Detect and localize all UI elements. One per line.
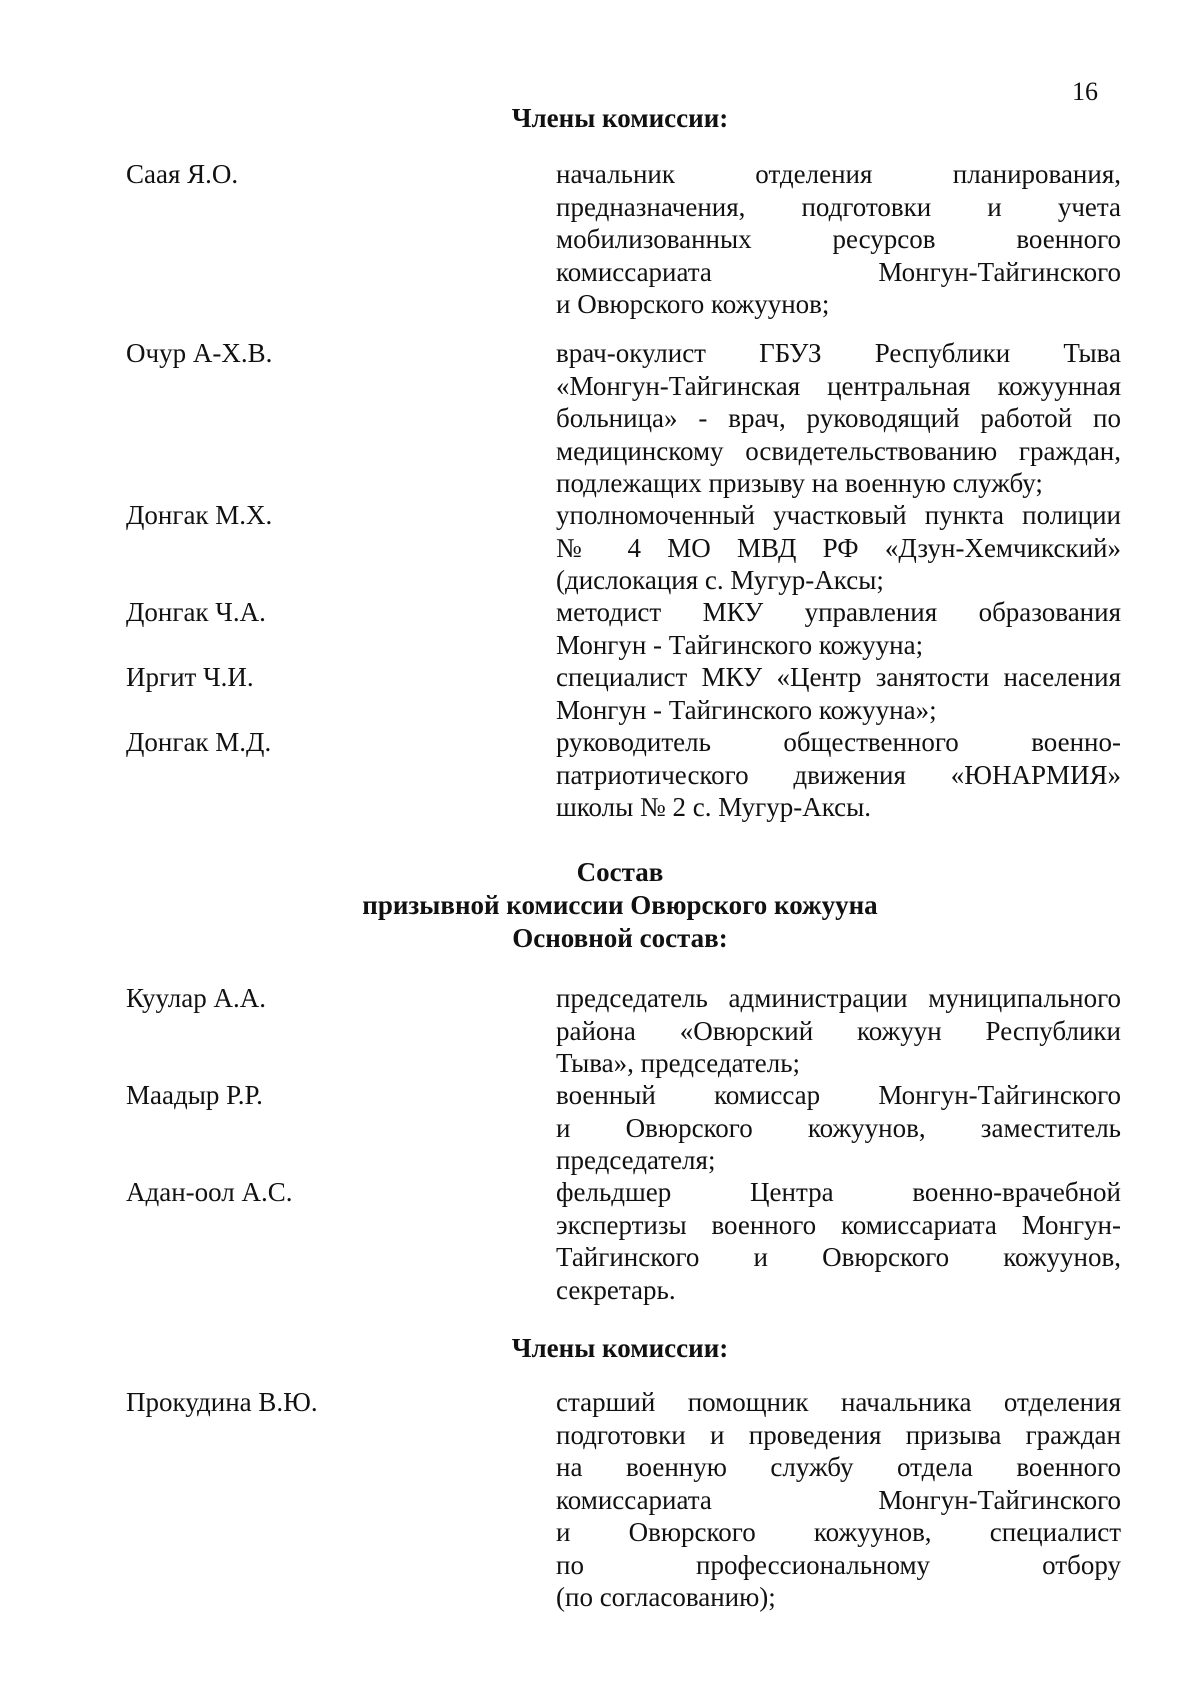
description-line: на военную службу отдела военного: [556, 1452, 1121, 1482]
description-line: комиссариата Монгун-Тайгинского: [556, 256, 1121, 287]
member-description: [556, 596, 1121, 661]
description-line: начальник отделения планирования,: [556, 159, 1121, 189]
description-line: (по согласованию);: [556, 1582, 776, 1612]
composition-title: Состав: [576, 857, 664, 887]
member-description: [556, 1176, 1121, 1306]
member-description: [556, 1079, 1121, 1177]
description-line: и Овюрского кожуунов;: [556, 289, 830, 319]
description-line: патриотического движения «ЮНАРМИЯ»: [556, 759, 1121, 790]
description-line: (дислокация с. Мугур-Аксы;: [556, 565, 884, 595]
description-line: председатель администрации муниципального: [556, 983, 1121, 1013]
description-line: больница» - врач, руководящий работой по: [556, 403, 1121, 433]
description-line: предназначения, подготовки и учета: [556, 191, 1121, 222]
description-line: школы № 2 с. Мугур-Аксы.: [556, 792, 872, 822]
description-line: фельдшер Центра военно-врачебной: [556, 1177, 1121, 1207]
member-name: Очур А-Х.В.: [126, 338, 273, 368]
description-line: Тайгинского и Овюрского кожуунов,: [556, 1242, 1121, 1272]
member-name: Маадыр Р.Р.: [126, 1080, 263, 1110]
description-line: по профессиональному отбору: [556, 1549, 1121, 1580]
main-composition-heading: Основной состав:: [512, 923, 728, 953]
page-number: 16: [1072, 77, 1098, 106]
member-description: [556, 158, 1121, 321]
member-description: [556, 661, 1121, 726]
member-name: Куулар А.А.: [126, 983, 266, 1013]
members-heading-2: Члены комиссии:: [511, 1333, 729, 1363]
description-line: подлежащих призыву на военную службу;: [556, 468, 1043, 498]
description-line: «Монгун-Тайгинская центральная кожуунная: [556, 370, 1121, 401]
member-description: [556, 1386, 1121, 1614]
composition-subtitle: призывной комиссии Овюрского кожууна: [362, 890, 878, 920]
description-line: Монгун - Тайгинского кожууна»;: [556, 694, 937, 725]
description-line: Монгун - Тайгинского кожууна;: [556, 629, 924, 660]
description-line: военный комиссар Монгун-Тайгинского: [556, 1080, 1121, 1110]
description-line: председателя;: [556, 1145, 716, 1175]
member-description: [556, 982, 1121, 1080]
description-line: руководитель общественного военно-: [556, 727, 1121, 757]
description-line: старший помощник начальника отделения: [556, 1387, 1121, 1417]
member-name: Донгак Ч.А.: [126, 597, 266, 627]
description-line: и Овюрского кожуунов, заместитель: [556, 1112, 1121, 1143]
description-line: и Овюрского кожуунов, специалист: [556, 1517, 1121, 1547]
description-line: комиссариата Монгун-Тайгинского: [556, 1484, 1121, 1515]
description-line: экспертизы военного комиссариата Монгун-: [556, 1209, 1121, 1240]
description-line: секретарь.: [556, 1274, 676, 1305]
description-line: района «Овюрский кожуун Республики: [556, 1015, 1121, 1046]
member-name: Саая Я.О.: [126, 159, 239, 189]
description-line: врач-окулист ГБУЗ Республики Тыва: [556, 338, 1121, 368]
description-line: подготовки и проведения призыва граждан: [556, 1419, 1121, 1450]
description-line: специалист МКУ «Центр занятости населения: [556, 662, 1121, 692]
description-line: методист МКУ управления образования: [556, 597, 1121, 627]
member-description: [556, 726, 1121, 824]
member-name: Донгак М.Х.: [126, 500, 273, 530]
member-name: Донгак М.Д.: [126, 727, 272, 757]
description-line: № 4 МО МВД РФ «Дзун-Хемчикский»: [556, 532, 1121, 563]
member-name: Адан-оол А.С.: [126, 1177, 293, 1207]
description-line: Тыва», председатель;: [556, 1048, 801, 1078]
description-line: мобилизованных ресурсов военного: [556, 224, 1121, 254]
description-line: уполномоченный участковый пункта полиции: [556, 500, 1121, 530]
member-description: [556, 499, 1121, 597]
member-name: Прокудина В.Ю.: [126, 1387, 318, 1417]
member-description: [556, 337, 1121, 500]
description-line: медицинскому освидетельствованию граждан,: [556, 435, 1121, 466]
members-heading-1: Члены комиссии:: [511, 103, 729, 133]
member-name: Иргит Ч.И.: [126, 662, 254, 692]
